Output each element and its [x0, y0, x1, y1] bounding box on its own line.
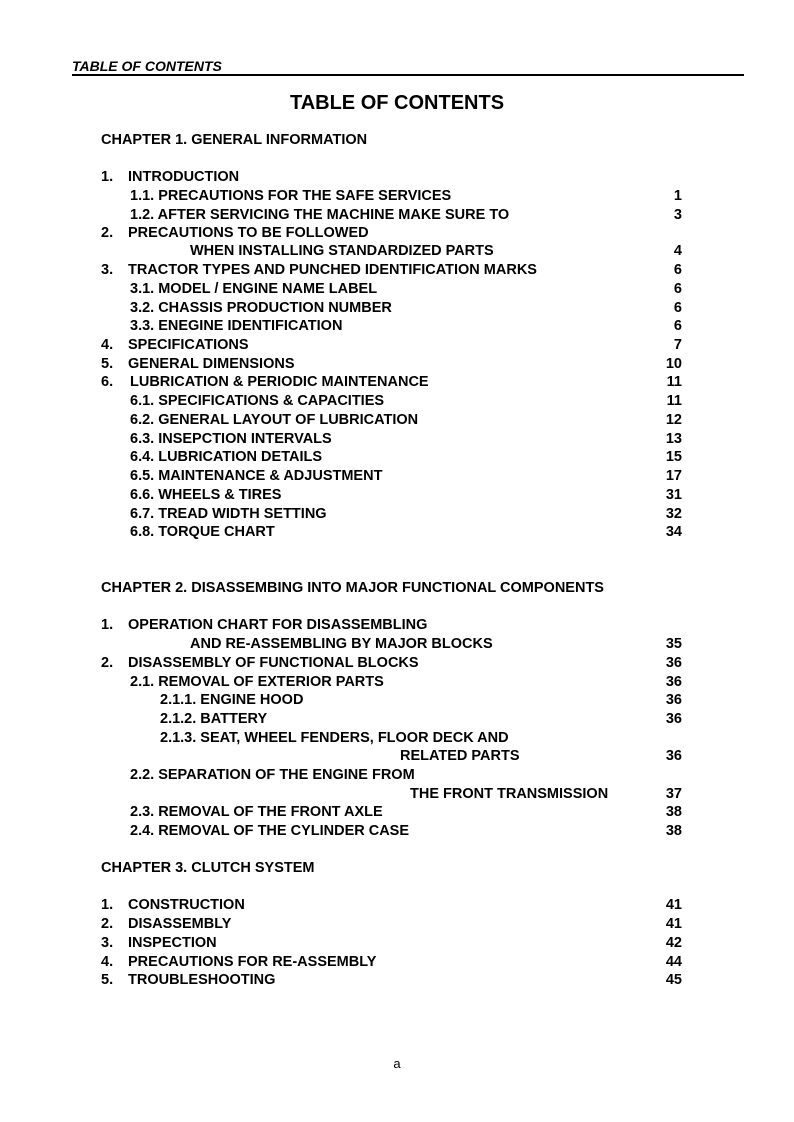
toc-entry [0, 261, 794, 280]
toc-entry-title: PRECAUTIONS TO BE FOLLOWED [128, 225, 369, 241]
toc-entry-page: 38 [665, 823, 682, 839]
toc-entry-title: INSPECTION [128, 935, 217, 951]
toc-entry [0, 616, 794, 635]
running-header [72, 58, 744, 76]
toc-entry [0, 635, 794, 654]
toc-entry-number: 5. [101, 972, 114, 988]
toc-entry-page: 4 [673, 243, 682, 259]
toc-entry-page: 11 [666, 393, 682, 409]
toc-entry-title: 6.8. TORQUE CHART [130, 524, 275, 540]
toc-entry [0, 467, 794, 486]
toc-entry [0, 523, 794, 542]
toc-entry-page: 37 [665, 786, 682, 802]
toc-entry [0, 673, 794, 692]
toc-entry-title: 1.1. PRECAUTIONS FOR THE SAFE SERVICES [130, 188, 452, 204]
toc-entry-title: 2.4. REMOVAL OF THE CYLINDER CASE [130, 823, 410, 839]
toc-entry-number: 1. [101, 897, 114, 913]
toc-entry-title: 2.1.2. BATTERY [160, 711, 268, 727]
toc-entry-page: 36 [665, 692, 682, 708]
toc-entry-title: 6.2. GENERAL LAYOUT OF LUBRICATION [130, 412, 419, 428]
toc-entry-title: 2.2. SEPARATION OF THE ENGINE FROM [130, 767, 415, 783]
toc-entry-title: 3.1. MODEL / ENGINE NAME LABEL [130, 281, 378, 297]
toc-entry-page: 31 [665, 487, 682, 503]
toc-entry [0, 336, 794, 355]
toc-entry-title: RELATED PARTS [400, 748, 520, 764]
toc-entry-title: 1.2. AFTER SERVICING THE MACHINE MAKE SURE TO [130, 207, 510, 223]
toc-entry-title: 3.2. CHASSIS PRODUCTION NUMBER [130, 300, 392, 316]
toc-entry [0, 971, 794, 990]
running-header-text: TABLE OF CONTENTS [72, 58, 222, 74]
toc-entry-title: 2.3. REMOVAL OF THE FRONT AXLE [130, 804, 383, 820]
toc-entry-number: 1. [101, 617, 114, 633]
toc-entry-page: 38 [665, 804, 682, 820]
toc-entry-title: 6.7. TREAD WIDTH SETTING [130, 506, 327, 522]
toc-entry-page: 3 [673, 207, 682, 223]
toc-entry [0, 206, 794, 225]
toc-entry-title: 6.1. SPECIFICATIONS & CAPACITIES [130, 393, 385, 409]
toc-entry-page: 36 [665, 711, 682, 727]
toc-entry-number: 2. [101, 225, 114, 241]
toc-entry-page: 32 [665, 506, 682, 522]
toc-entry-title: 6.6. WHEELS & TIRES [130, 487, 282, 503]
toc-entry [0, 691, 794, 710]
toc-entry [0, 187, 794, 206]
toc-entry [0, 280, 794, 299]
toc-entry-number: 3. [101, 262, 114, 278]
toc-entry [0, 242, 794, 261]
toc-entry-page: 7 [673, 337, 682, 353]
toc-entry-page: 41 [665, 916, 682, 932]
toc-entry-page: 6 [673, 262, 682, 278]
toc-entry-page: 1 [673, 188, 682, 204]
chapter-heading: CHAPTER 2. DISASSEMBING INTO MAJOR FUNCTIONAL COMPONENTS [101, 580, 604, 596]
toc-entry-page: 42 [665, 935, 682, 951]
toc-entry [0, 785, 794, 804]
toc-entry-title: DISASSEMBLY OF FUNCTIONAL BLOCKS [128, 655, 419, 671]
toc-entry-page: 34 [665, 524, 682, 540]
toc-entry-title: 3.3. ENEGINE IDENTIFICATION [130, 318, 343, 334]
toc-entry-title: THE FRONT TRANSMISSION [410, 786, 609, 802]
toc-entry [0, 486, 794, 505]
toc-entry [0, 224, 794, 243]
toc-entry-title: OPERATION CHART FOR DISASSEMBLING [128, 617, 428, 633]
toc-entry [0, 317, 794, 336]
toc-entry-title: DISASSEMBLY [128, 916, 232, 932]
toc-entry-page: 36 [665, 748, 682, 764]
toc-entry-page: 44 [665, 954, 682, 970]
chapter-heading: CHAPTER 1. GENERAL INFORMATION [101, 132, 368, 148]
toc-entry-page: 13 [665, 431, 682, 447]
toc-entry [0, 392, 794, 411]
toc-entry [0, 505, 794, 524]
toc-entry [0, 803, 794, 822]
toc-entry-title: 2.1.3. SEAT, WHEEL FENDERS, FLOOR DECK AND [160, 730, 509, 746]
toc-entry-title: 2.1. REMOVAL OF EXTERIOR PARTS [130, 674, 384, 690]
toc-entry-number: 5. [101, 356, 114, 372]
chapter-heading: CHAPTER 3. CLUTCH SYSTEM [101, 860, 315, 876]
toc-entry [0, 766, 794, 785]
toc-entry [0, 355, 794, 374]
toc-entry-page: 15 [665, 449, 682, 465]
toc-entry-title: LUBRICATION & PERIODIC MAINTENANCE [130, 374, 429, 390]
toc-entry-number: 2. [101, 916, 114, 932]
toc-entry [0, 654, 794, 673]
toc-entry-page: 6 [673, 318, 682, 334]
toc-entry-title: AND RE-ASSEMBLING BY MAJOR BLOCKS [190, 636, 493, 652]
toc-entry [0, 448, 794, 467]
toc-entry-page: 45 [665, 972, 682, 988]
toc-entry-number: 6. [101, 374, 114, 390]
toc-entry [0, 747, 794, 766]
toc-entry-page: 10 [665, 356, 682, 372]
toc-entry [0, 710, 794, 729]
toc-entry-page: 6 [673, 300, 682, 316]
toc-entry-number: 4. [101, 954, 114, 970]
toc-entry [0, 168, 794, 187]
toc-entry-title: 6.5. MAINTENANCE & ADJUSTMENT [130, 468, 383, 484]
toc-entry-page: 11 [666, 374, 682, 390]
toc-entry-number: 1. [101, 169, 114, 185]
toc-entry-title: 2.1.1. ENGINE HOOD [160, 692, 304, 708]
toc-entry [0, 411, 794, 430]
toc-entry-number: 3. [101, 935, 114, 951]
toc-entry-title: GENERAL DIMENSIONS [128, 356, 295, 372]
toc-entry-page: 36 [665, 674, 682, 690]
toc-entry-page: 36 [665, 655, 682, 671]
toc-entry-title: PRECAUTIONS FOR RE-ASSEMBLY [128, 954, 377, 970]
toc-entry [0, 934, 794, 953]
page-footer: a [393, 1056, 401, 1071]
toc-entry-number: 2. [101, 655, 114, 671]
toc-entry-title: TRACTOR TYPES AND PUNCHED IDENTIFICATION MARKS [128, 262, 537, 278]
toc-entry-page: 41 [665, 897, 682, 913]
toc-entry [0, 915, 794, 934]
toc-entry-title: SPECIFICATIONS [128, 337, 249, 353]
toc-entry [0, 953, 794, 972]
toc-entry [0, 373, 794, 392]
page-title: TABLE OF CONTENTS [289, 92, 505, 114]
toc-entry-title: 6.4. LUBRICATION DETAILS [130, 449, 322, 465]
toc-entry-page: 17 [665, 468, 682, 484]
toc-entry-page: 35 [665, 636, 682, 652]
toc-entry-title: INTRODUCTION [128, 169, 240, 185]
toc-entry [0, 729, 794, 748]
toc-entry [0, 430, 794, 449]
toc-entry-page: 12 [665, 412, 682, 428]
toc-entry-number: 4. [101, 337, 114, 353]
toc-entry-title: 6.3. INSEPCTION INTERVALS [130, 431, 332, 447]
toc-entry [0, 822, 794, 841]
toc-entry-page: 6 [673, 281, 682, 297]
toc-entry [0, 299, 794, 318]
toc-entry-title: CONSTRUCTION [128, 897, 245, 913]
toc-entry-title: TROUBLESHOOTING [128, 972, 276, 988]
toc-entry-title: WHEN INSTALLING STANDARDIZED PARTS [190, 243, 494, 259]
toc-entry [0, 896, 794, 915]
